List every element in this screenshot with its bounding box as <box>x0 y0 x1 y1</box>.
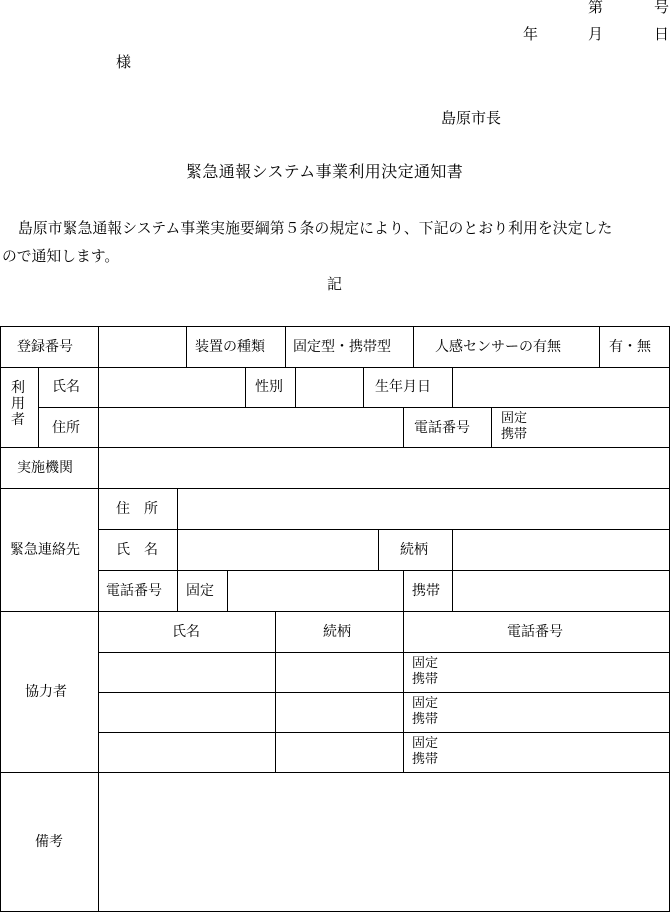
table-border <box>0 326 670 327</box>
table-border <box>363 367 364 407</box>
ec-address-label: 住 所 <box>116 501 158 517</box>
table-border <box>0 488 670 489</box>
table-border <box>186 326 187 367</box>
table-border <box>98 652 670 653</box>
table-border <box>98 326 99 367</box>
user-label-char: 者 <box>11 412 25 428</box>
user-phone-label: 電話番号 <box>414 420 470 436</box>
addressee-suffix: 様 <box>116 53 132 71</box>
ec-mobile-label: 携帯 <box>412 583 440 599</box>
user-name-label: 氏名 <box>52 379 80 395</box>
table-border <box>295 367 296 407</box>
helper-phone-col: 電話番号 <box>507 624 563 640</box>
registration-number-label: 登録番号 <box>17 339 73 355</box>
ec-name-label: 氏 名 <box>116 542 158 558</box>
device-type-label: 装置の種類 <box>195 339 265 355</box>
user-address-label: 住所 <box>52 420 80 436</box>
table-border <box>0 326 1 912</box>
table-border <box>98 367 99 447</box>
user-label-char: 利 <box>11 380 25 396</box>
sensor-label: 人感センサーの有無 <box>435 339 561 355</box>
table-border <box>403 407 404 447</box>
user-phone-fixed-label: 固定 <box>501 411 528 426</box>
table-border <box>38 407 670 408</box>
table-border <box>98 692 670 693</box>
table-border <box>0 447 670 448</box>
issuer: 島原市長 <box>441 109 502 127</box>
helper-name-col: 氏名 <box>172 624 200 640</box>
helper-row-fixed: 固定 <box>412 696 439 711</box>
table-border <box>0 367 670 368</box>
body-text-line2: ので通知します。 <box>2 248 120 265</box>
helpers-label: 協力者 <box>25 684 67 700</box>
table-border <box>98 772 99 912</box>
agency-label: 実施機関 <box>17 460 73 476</box>
table-border <box>98 447 99 488</box>
table-border <box>98 529 670 530</box>
table-border <box>452 529 453 611</box>
table-border <box>177 570 178 611</box>
table-border <box>98 488 99 611</box>
table-border <box>275 611 276 772</box>
ec-fixed-label: 固定 <box>186 583 214 599</box>
user-label-char: 用 <box>11 396 25 412</box>
date-day-label: 日 <box>654 25 670 43</box>
helper-relationship-col: 続柄 <box>323 624 351 640</box>
table-border <box>38 367 39 447</box>
number-go-label: 号 <box>654 0 670 16</box>
remarks-label: 備考 <box>35 834 63 850</box>
table-border <box>599 326 600 367</box>
emergency-contact-label: 緊急連絡先 <box>10 542 80 558</box>
birthdate-label: 生年月日 <box>375 379 431 395</box>
helper-row-mobile: 携帯 <box>412 672 439 687</box>
user-phone-mobile-label: 携帯 <box>501 427 528 442</box>
helper-row-fixed: 固定 <box>412 656 439 671</box>
table-border <box>413 326 414 367</box>
helper-row-mobile: 携帯 <box>412 712 439 727</box>
helper-row-fixed: 固定 <box>412 736 439 751</box>
table-border <box>245 367 246 407</box>
user-label <box>11 381 25 429</box>
table-border <box>98 570 670 571</box>
table-border <box>403 611 404 772</box>
date-year-label: 年 <box>523 25 539 43</box>
table-border <box>285 326 286 367</box>
table-border <box>98 732 670 733</box>
table-border <box>378 529 379 570</box>
number-dai-label: 第 <box>588 0 604 16</box>
helper-row-mobile: 携帯 <box>412 752 439 767</box>
table-border <box>403 570 404 611</box>
table-border <box>227 570 228 611</box>
ec-phone-label: 電話番号 <box>106 583 162 599</box>
table-border <box>177 488 178 570</box>
table-border <box>98 611 99 772</box>
document-title: 緊急通報システム事業利用決定通知書 <box>186 162 464 181</box>
ki-label: 記 <box>327 275 343 293</box>
table-border <box>491 407 492 447</box>
ec-relationship-label: 続柄 <box>400 542 428 558</box>
gender-label: 性別 <box>255 379 283 395</box>
table-border <box>0 611 670 612</box>
sensor-options: 有・無 <box>609 339 651 355</box>
device-type-options: 固定型・携帯型 <box>293 339 391 355</box>
table-border <box>452 367 453 407</box>
date-month-label: 月 <box>588 25 604 43</box>
body-text-line1: 島原市緊急通報システム事業実施要綱第５条の規定により、下記のとおり利用を決定した <box>18 220 613 237</box>
table-border <box>0 772 670 773</box>
